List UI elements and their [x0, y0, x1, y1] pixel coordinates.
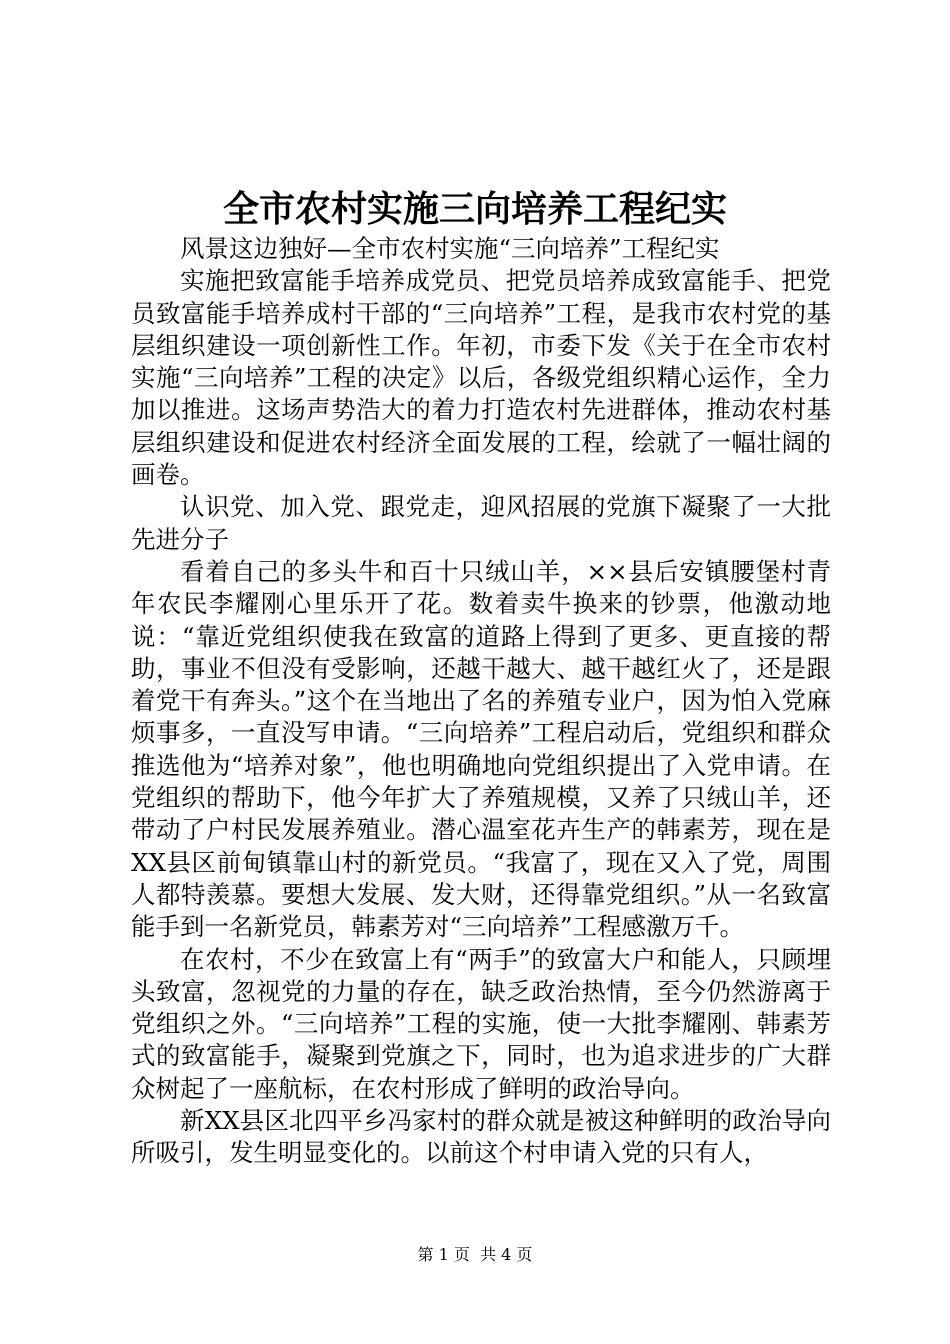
page-total: 共 4 页: [480, 1245, 533, 1264]
body-paragraph: 新XX县区北四平乡冯家村的群众就是被这种鲜明的政治导向所吸引，发生明显变化的。以前这个村申请入党的只有人，: [131, 1106, 831, 1168]
body-paragraph: 实施把致富能手培养成党员、把党员培养成致富能手、把党员致富能手培养成村干部的“三向培养”工程，是我市农村党的基层组织建设一项创新性工作。年初，市委下发《关于在全市农村实施“三向培养”工程的决定》以后，各级党组织精心运作，全力加以推进。这场声势浩大的着力打造农村先进群体，推动农村基层组织建设和促进农村经济全面发展的工程，绘就了一幅壮阔的画卷。: [131, 266, 831, 490]
section-heading-paragraph: 认识党、加入党、跟党走，迎风招展的党旗下凝聚了一大批先进分子: [131, 492, 831, 554]
page-number: 第 1 页: [417, 1245, 470, 1264]
body-paragraph: 看着自己的多头牛和百十只绒山羊，××县后安镇腰堡村青年农民李耀刚心里乐开了花。数着卖牛换来的钞票，他激动地说：“靠近党组织使我在致富的道路上得到了更多、更直接的帮助，事业不但没有受影响，还越干越大、越干越红火了，还是跟着党干有奔头。”这个在当地出了名的养殖专业户，因为怕入党麻烦事多，一直没写申请。“三向培养”工程启动后，党组织和群众推选他为“培养对象”，他也明确地向党组织提出了入党申请。在党组织的帮助下，他今年扩大了养殖规模，又养了只绒山羊，还带动了户村民发展养殖业。潜心温室花卉生产的韩素芳，现在是XX县区前甸镇靠山村的新党员。“我富了，现在又入了党，周围人都特羡慕。要想大发展、发大财，还得靠党组织。”从一名致富能手到一名新党员，韩素芳对“三向培养”工程感激万千。: [131, 556, 831, 942]
subtitle-paragraph: 风景这边独好—全市农村实施“三向培养”工程纪实: [180, 234, 720, 263]
page-title: 全市农村实施三向培养工程纪实: [222, 188, 727, 230]
document-body: [131, 233, 831, 1170]
page-footer: [0, 1243, 950, 1267]
body-paragraph: 在农村，不少在致富上有“两手”的致富大户和能人，只顾埋头致富，忽视党的力量的存在，缺乏政治热情，至今仍然游离于党组织之外。“三向培养”工程的实施，使一大批李耀刚、韩素芳式的致富能手，凝聚到党旗之下，同时，也为追求进步的广大群众树起了一座航标，在农村形成了鲜明的政治导向。: [131, 944, 831, 1103]
